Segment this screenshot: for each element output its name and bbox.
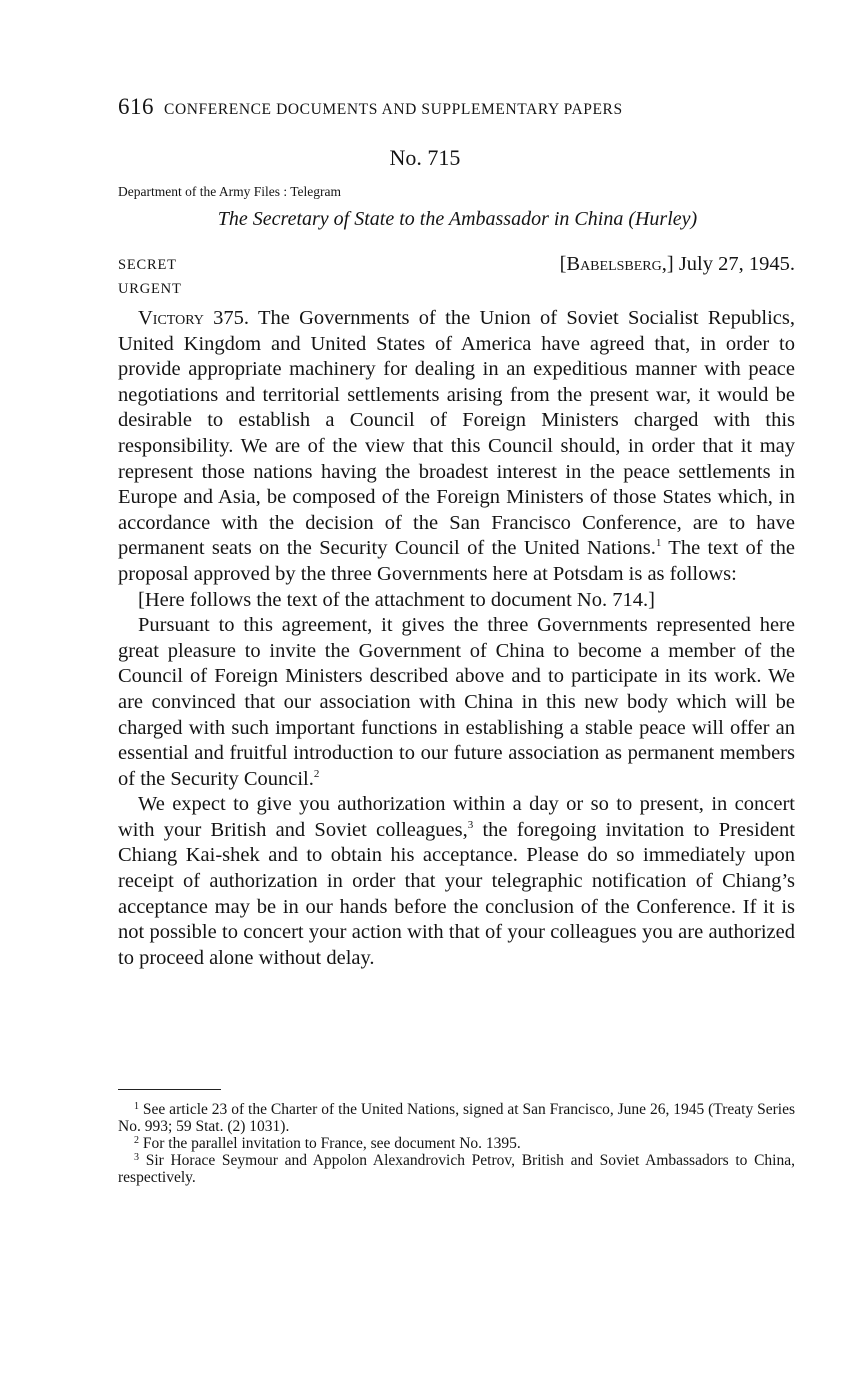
footnote-1-mark: 1: [134, 1101, 139, 1112]
paragraph-4-text-a: We expect to give you authorization within a day or so to present, in concert with your British and Soviet colleagues,: [118, 793, 795, 841]
footnote-1: [118, 1101, 795, 1135]
footnote-2-text: For the parallel invitation to France, see document No. 1395.: [139, 1135, 521, 1152]
footnote-ref-3: 3: [467, 818, 474, 831]
classification-urgent: URGENT: [118, 281, 182, 297]
telegram-body: [118, 306, 795, 971]
footnote-3-mark: 3: [134, 1152, 139, 1163]
paragraph-1-text-a: 375. The Governments of the Union of Soviet Socialist Republics, United Kingdom and United States of America have agreed that, in order to provide appropriate machinery for dealing in an expeditious manner with peace negotiations and territorial settlements arising from the present war, it would be desirable to establish a Council of Foreign Ministers charged with this responsibility. We are of the view that this Council should, in order that it may represent those nations having the broadest interest in the peace settlements in Europe and Asia, be composed of the Foreign Ministers of those States which, in accordance with the decision of the San Francisco Conference, are to have permanent seats on the Security Council of the United Nations.: [118, 307, 795, 560]
document-title: The Secretary of State to the Ambassador in China (Hurley): [217, 208, 698, 230]
paragraph-3-text: Pursuant to this agreement, it gives the three Governments represented here great pleasure to invite the Government of China to become a member of the Council of Foreign Ministers described above and to participate in its work. We are convinced that our association with China in this new body which will be charged with such important functions in establishing a stable peace will offer an essential and fruitful introduction to our future association as permanent members of the Security Council.: [118, 614, 795, 790]
footnote-2-mark: 2: [134, 1135, 139, 1146]
dateline-date: ,] July 27, 1945.: [661, 253, 795, 275]
paragraph-1: [118, 306, 795, 588]
page-number: 616: [118, 94, 154, 119]
running-title: CONFERENCE DOCUMENTS AND SUPPLEMENTARY PAPERS: [164, 101, 623, 118]
footnote-3: [118, 1152, 795, 1186]
footnote-1-text: See article 23 of the Charter of the United Nations, signed at San Francisco, June 26, 1945 (Treaty Series No. 993; 59 Stat. (2) 1031).: [118, 1101, 795, 1135]
footnote-3-text: Sir Horace Seymour and Appolon Alexandrovich Petrov, British and Soviet Ambassadors to China, respectively.: [118, 1152, 795, 1186]
paragraph-2: [Here follows the text of the attachment to document No. 714.]: [138, 588, 655, 611]
running-header: [118, 94, 798, 120]
footnote-divider: [118, 1089, 221, 1090]
paragraph-1-text-b: The text of the proposal approved by the three Governments here at Potsdam is as follows:: [118, 537, 795, 585]
footnote-ref-1: 1: [655, 537, 662, 550]
dateline-place: Babelsberg: [566, 253, 662, 275]
classification-secret: SECRET: [118, 257, 177, 273]
paragraph-4-text-b: the foregoing invitation to President Chiang Kai-shek and to obtain his acceptance. Please do so immediately upon receipt of authorization in order that your telegraphic notification of Chiang’s acceptance may be in our hands before the conclusion of the Conference. If it is not possible to concert your action with that of your colleagues you are authorized to proceed alone without delay.: [118, 818, 795, 969]
source-line: Department of the Army Files : Telegram: [118, 184, 342, 199]
paragraph-4: [118, 792, 795, 971]
footnote-2: [118, 1135, 795, 1152]
footnote-ref-2: 2: [313, 767, 320, 780]
dateline-open: [: [559, 253, 567, 275]
document-number: No. 715: [389, 145, 461, 170]
footnotes: [118, 1101, 795, 1186]
dateline: [560, 253, 795, 276]
paragraph-3: [118, 613, 795, 792]
telegram-code: Victory: [138, 307, 204, 329]
